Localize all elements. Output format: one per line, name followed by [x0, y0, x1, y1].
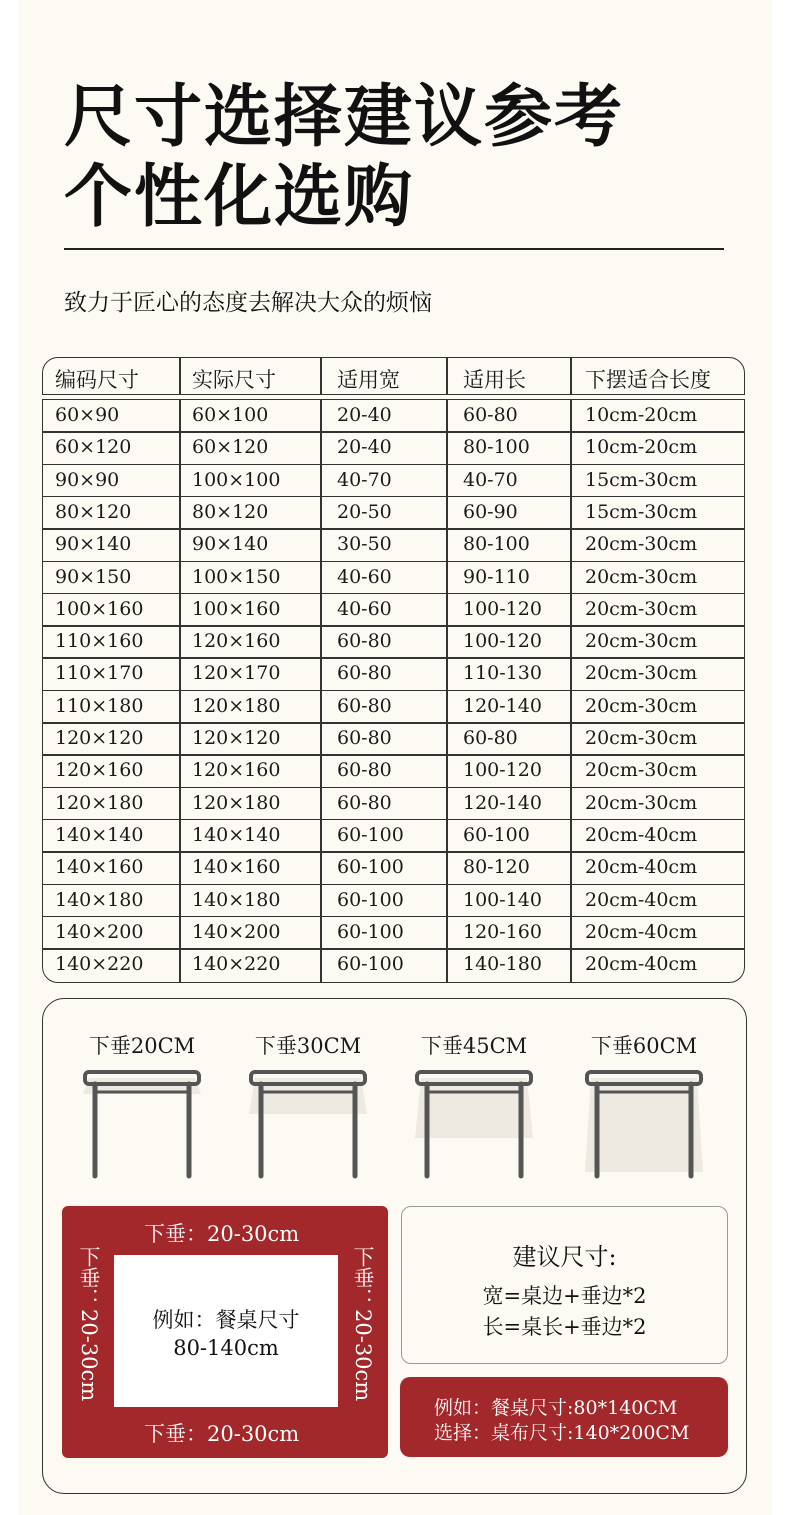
row-divider — [43, 625, 744, 627]
table-cell: 60-100 — [337, 888, 404, 911]
table-cell: 20cm-30cm — [585, 565, 698, 588]
table-cell: 100×150 — [192, 565, 281, 588]
table-cell: 30-50 — [337, 533, 392, 556]
table-cell: 120×160 — [192, 759, 281, 782]
table-cell: 40-70 — [337, 468, 392, 491]
table-cell: 60-80 — [337, 759, 392, 782]
header-cell: 适用宽 — [337, 368, 400, 392]
row-divider — [43, 916, 744, 918]
table-cell: 40-60 — [337, 597, 392, 620]
row-divider — [43, 754, 744, 756]
table-cell: 15cm-30cm — [585, 468, 698, 491]
table-cell: 90-110 — [463, 565, 530, 588]
title-line-2: 个性化选购 — [64, 158, 415, 237]
row-divider — [43, 464, 744, 466]
table-cell: 60-80 — [337, 662, 392, 685]
table-cell: 40-60 — [337, 565, 392, 588]
subtitle: 致力于匠心的态度去解决大众的烦恼 — [64, 290, 432, 316]
drop-length-label: 下垂60CM — [590, 1034, 698, 1058]
table-illustration — [77, 1070, 207, 1180]
table-cell: 20cm-30cm — [585, 694, 698, 717]
table-cell: 140×180 — [55, 888, 144, 911]
table-cell: 140×140 — [192, 823, 281, 846]
table-header — [42, 357, 745, 395]
row-divider — [43, 593, 744, 595]
table-cell: 60-100 — [337, 823, 404, 846]
table-cell: 90×140 — [192, 533, 269, 556]
table-cell: 100×160 — [55, 597, 144, 620]
row-divider — [43, 528, 744, 530]
table-cell: 60-100 — [337, 920, 404, 943]
column-divider — [320, 358, 322, 394]
table-cell: 80×120 — [55, 500, 132, 523]
table-cell: 140×220 — [55, 953, 144, 976]
table-cell: 90×90 — [55, 468, 120, 491]
table-cell: 20cm-30cm — [585, 533, 698, 556]
row-divider — [43, 690, 744, 692]
table-cell: 60-80 — [337, 630, 392, 653]
table-cell: 140×180 — [192, 888, 281, 911]
table-cell: 60-80 — [337, 791, 392, 814]
table-cell: 20cm-40cm — [585, 888, 698, 911]
title-line-1: 尺寸选择建议参考 — [64, 78, 625, 157]
table-cell: 60-100 — [337, 953, 404, 976]
table-cell: 100×160 — [192, 597, 281, 620]
drop-length-label: 下垂20CM — [88, 1034, 196, 1058]
table-cell: 15cm-30cm — [585, 500, 698, 523]
table-cell: 120-140 — [463, 791, 542, 814]
row-divider — [43, 561, 744, 563]
column-divider — [446, 358, 448, 394]
tablecloth-shape — [415, 1078, 533, 1138]
table-cell: 20cm-30cm — [585, 597, 698, 620]
table-cell: 140×160 — [55, 856, 144, 879]
row-divider — [43, 787, 744, 789]
drop-length-label: 下垂30CM — [254, 1034, 362, 1058]
table-cell: 60×90 — [55, 404, 120, 426]
table-illustration — [243, 1070, 373, 1180]
table-cell: 60×120 — [192, 436, 269, 459]
header-cell: 编码尺寸 — [55, 368, 139, 392]
table-cell: 20cm-40cm — [585, 823, 698, 846]
choose-example-line-2: 选择：桌布尺寸:140*200CM — [434, 1422, 690, 1444]
drop-left-label: 下垂：20-30cm — [77, 1246, 101, 1402]
row-divider — [43, 657, 744, 659]
table-cell: 20cm-40cm — [585, 953, 698, 976]
drop-right-label: 下垂：20-30cm — [351, 1246, 375, 1402]
table-cell: 120×160 — [192, 630, 281, 653]
table-cell: 60-90 — [463, 500, 518, 523]
table-cell: 60-100 — [337, 856, 404, 879]
table-cell: 120×120 — [192, 727, 281, 749]
table-cell: 140×160 — [192, 856, 281, 879]
table-cell: 110-130 — [463, 662, 542, 685]
table-illustration — [409, 1070, 539, 1180]
table-cell: 80-100 — [463, 533, 530, 556]
table-cell: 20cm-40cm — [585, 920, 698, 943]
table-cell: 100-120 — [463, 597, 542, 620]
table-cell: 20-40 — [337, 436, 392, 459]
table-cell: 20cm-30cm — [585, 630, 698, 653]
advice-title: 建议尺寸: — [512, 1243, 617, 1271]
table-cell: 110×180 — [55, 694, 144, 717]
drop-bottom-label: 下垂：20-30cm — [144, 1422, 300, 1446]
row-divider — [43, 722, 744, 724]
width-formula: 宽=桌边+垂边*2 — [482, 1284, 647, 1308]
table-cell: 60×100 — [192, 404, 269, 426]
table-cell: 60-80 — [337, 727, 392, 749]
example-size-label: 例如：餐桌尺寸 — [152, 1308, 300, 1332]
table-cell: 120×160 — [55, 759, 144, 782]
table-cell: 140×140 — [55, 823, 144, 846]
table-cell: 80×120 — [192, 500, 269, 523]
table-cell: 20cm-30cm — [585, 727, 698, 749]
row-divider — [43, 884, 744, 886]
table-cell: 140×200 — [192, 920, 281, 943]
table-cell: 90×150 — [55, 565, 132, 588]
table-cell: 120×180 — [55, 791, 144, 814]
row-divider — [43, 851, 744, 853]
table-cell: 140×200 — [55, 920, 144, 943]
drop-top-label: 下垂：20-30cm — [144, 1222, 300, 1246]
header-cell: 实际尺寸 — [192, 368, 276, 392]
table-cell: 100×100 — [192, 468, 281, 491]
table-cell: 140×220 — [192, 953, 281, 976]
row-divider — [43, 496, 744, 498]
table-cell: 20cm-30cm — [585, 791, 698, 814]
table-cell: 60-100 — [463, 823, 530, 846]
table-cell: 120×180 — [192, 694, 281, 717]
example-size-value: 80-140cm — [173, 1336, 279, 1360]
table-cell: 120×120 — [55, 727, 144, 749]
drop-length-label: 下垂45CM — [420, 1034, 528, 1058]
table-cell: 20cm-30cm — [585, 662, 698, 685]
table-body — [42, 399, 745, 983]
table-cell: 60×120 — [55, 436, 132, 459]
size-table — [42, 357, 747, 983]
table-cell: 120×170 — [192, 662, 281, 685]
table-cell: 80-120 — [463, 856, 530, 879]
table-cell: 100-120 — [463, 759, 542, 782]
column-divider — [179, 358, 181, 394]
table-cell: 120-160 — [463, 920, 542, 943]
table-cell: 10cm-20cm — [585, 436, 698, 459]
table-cell: 60-80 — [463, 727, 518, 749]
row-divider — [43, 948, 744, 950]
table-cell: 60-80 — [337, 694, 392, 717]
table-cell: 80-100 — [463, 436, 530, 459]
table-cell: 20-40 — [337, 404, 392, 426]
table-cell: 20cm-40cm — [585, 856, 698, 879]
header-cell: 适用长 — [463, 368, 526, 392]
table-cell: 100-120 — [463, 630, 542, 653]
table-cell: 60-80 — [463, 404, 518, 426]
page-title — [64, 78, 624, 238]
column-divider — [570, 358, 572, 394]
row-divider — [43, 431, 744, 433]
table-cell: 40-70 — [463, 468, 518, 491]
table-cell: 120-140 — [463, 694, 542, 717]
table-cell: 140-180 — [463, 953, 542, 976]
table-cell: 110×170 — [55, 662, 144, 685]
table-cell: 90×140 — [55, 533, 132, 556]
table-cell: 10cm-20cm — [585, 404, 698, 426]
table-cell: 20-50 — [337, 500, 392, 523]
row-divider — [43, 819, 744, 821]
table-cell: 110×160 — [55, 630, 144, 653]
table-cell: 100-140 — [463, 888, 542, 911]
length-formula: 长=桌长+垂边*2 — [482, 1315, 647, 1339]
table-cell: 120×180 — [192, 791, 281, 814]
title-divider — [64, 248, 724, 250]
table-illustration — [579, 1070, 709, 1180]
choose-example-line-1: 例如：餐桌尺寸:80*140CM — [434, 1397, 678, 1419]
table-cell: 20cm-30cm — [585, 759, 698, 782]
header-cell: 下摆适合长度 — [585, 368, 711, 392]
